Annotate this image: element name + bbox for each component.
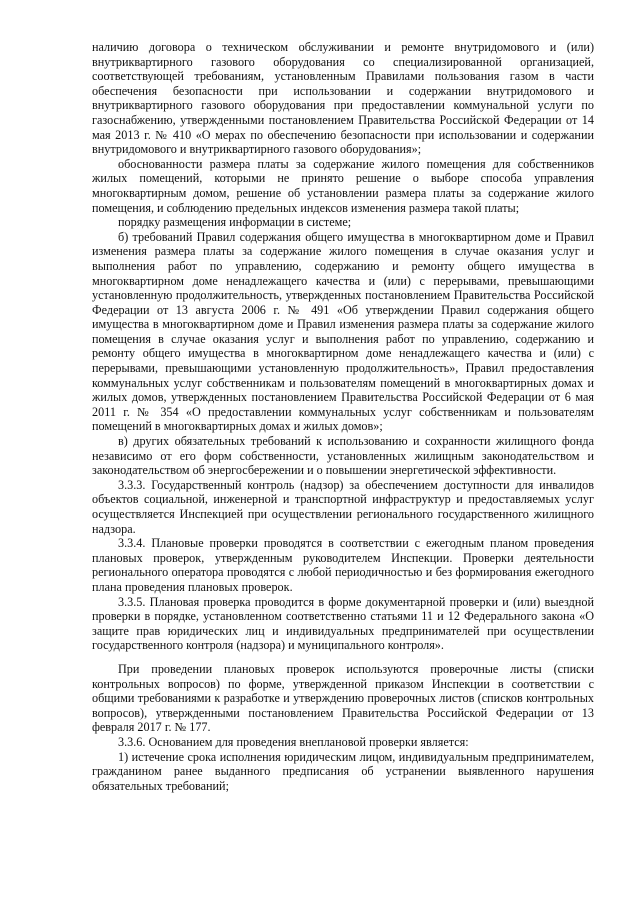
paragraph-info-placement: порядку размещения информации в системе; [118, 215, 352, 230]
paragraph-item-v: в) других обязательных требований к использованию и сохранности жилищного фонда независимо от его форм собственности, установленных жилищным законодательством и законодательством об энергосбережении и о повышении энергетической эффективности. [92, 434, 594, 478]
paragraph-3-3-6: 3.3.6. Основанием для проведения внеплановой проверки является: [118, 734, 469, 749]
paragraph-3-3-3: 3.3.3. Государственный контроль (надзор) за обеспечением доступности для инвалидов объектов социальной, инженерной и транспортной инфраструктур и предоставляемых услуг осуществляется Инспекцией при осуществлении регионального государственного жилищного надзора. [92, 477, 594, 536]
paragraph-item-1: 1) истечение срока исполнения юридическим лицом, индивидуальным предпринимателем, гражданином ранее выданного предписания об устранении выявленного нарушения обязательных требований; [92, 749, 594, 793]
paragraph-checklists: При проведении плановых проверок используются проверочные листы (списки контрольных вопросов) по форме, утвержденной приказом Инспекции в соответствии с общими требованиями к разработке и утверждению проверочных листов (списков контрольных вопросов), утвержденными постановлением Правительства Российской Федерации от 13 февраля 2017 г. № 177. [92, 661, 594, 735]
paragraph-item-b: б) требований Правил содержания общего имущества в многоквартирном доме и Правил изменения размера платы за содержание жилого помещения в случае оказания услуг и выполнения работ по управлению, содержанию и ремонту общего имущества в многоквартирном доме ненадлежащего качества и (или) с перерывами, превышающими установленную продолжительность, утвержденных постановлением Правительства Российской Федерации от 13 августа 2006 г. № 491 «Об утверждении Правил содержания общего имущества в многоквартирном доме и Правил изменения размера платы за содержание жилого помещения в случае оказания услуг и выполнения работ по управлению, содержанию и ремонту общего имущества в многоквартирном доме ненадлежащего качества и (или) с перерывами, превышающими установленную продолжительность», Правил предоставления коммунальных услуг собственникам и пользователям помещений в многоквартирных домах и жилых домов, утвержденных постановлением Правительства Российской Федерации от 6 мая 2011 г. № 354 «О предоставлении коммунальных услуг собственникам и пользователям помещений в многоквартирных домах и жилых домов»; [92, 229, 594, 434]
paragraph-payment-justification: обоснованности размера платы за содержание жилого помещения для собственников жилых помещений, которыми не принято решение о выборе способа управления многоквартирным домом, решение об установлении размера платы за содержание жилого помещения, и соблюдению предельных индексов изменения размера такой платы; [92, 156, 594, 215]
document-body [92, 40, 594, 793]
paragraph-3-3-4: 3.3.4. Плановые проверки проводятся в соответствии с ежегодным планом проведения плановых проверок, утвержденным руководителем Инспекции. Проверки деятельности регионального оператора проводятся с любой периодичностью и без формирования ежегодного плана проведения плановых проверок. [92, 536, 594, 594]
paragraph-3-3-5: 3.3.5. Плановая проверка проводится в форме документарной проверки и (или) выездной проверки в порядке, установленном соответственно статьями 11 и 12 Федерального закона «О защите прав юридических лиц и индивидуальных предпринимателей при осуществлении государственного контроля (надзора) и муниципального контроля». [92, 594, 594, 653]
paragraph-gas-equipment: наличию договора о техническом обслуживании и ремонте внутридомового и (или) внутриквартирного газового оборудования со специализированной организацией, соответствующей требованиям, установленным Правилами пользования газом в части обеспечения безопасности при использовании и содержании внутридомового и внутриквартирного газового оборудования при предоставлении коммунальной услуги по газоснабжению, утвержденными постановлением Правительства Российской Федерации от 14 мая 2013 г. № 410 «О мерах по обеспечению безопасности при использовании и содержании внутридомового и внутриквартирного газового оборудования»; [92, 40, 594, 157]
